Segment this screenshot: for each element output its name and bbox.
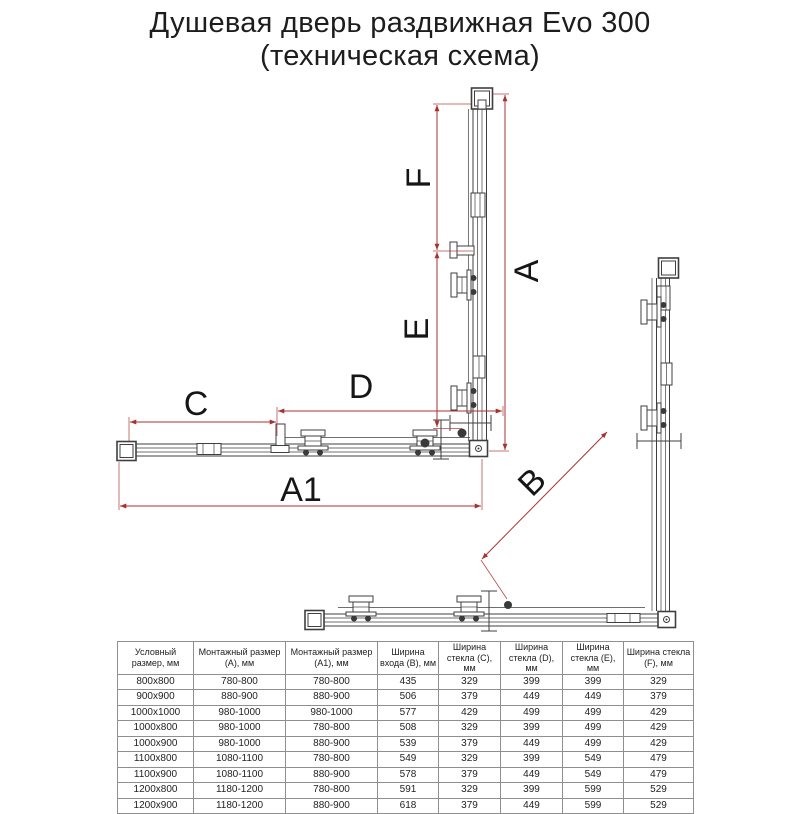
cell-r2-c2: 980-1000 <box>286 705 378 721</box>
cell-r1-c1: 880-900 <box>194 690 286 706</box>
dim-label-D: D <box>348 368 374 406</box>
cell-r4-c2: 880-900 <box>286 736 378 752</box>
col-header-6: Ширина стекла (E), мм <box>563 642 624 675</box>
cell-r4-c7: 429 <box>624 736 694 752</box>
cell-r4-c0: 1000x900 <box>118 736 194 752</box>
cell-r1-c6: 449 <box>563 690 624 706</box>
cell-r3-c3: 508 <box>378 721 439 737</box>
cell-r8-c6: 599 <box>563 798 624 814</box>
size-table <box>117 641 694 814</box>
cell-r7-c7: 529 <box>624 783 694 799</box>
cell-r1-c7: 379 <box>624 690 694 706</box>
glass-edge-bracket-vertical <box>450 242 474 258</box>
roller-carriage <box>641 403 667 433</box>
table-row <box>118 798 694 814</box>
cell-r6-c4: 379 <box>439 767 501 783</box>
size-table-body <box>118 674 694 814</box>
cell-r7-c3: 591 <box>378 783 439 799</box>
cell-r5-c6: 549 <box>563 752 624 768</box>
cell-r3-c5: 399 <box>501 721 563 737</box>
dim-label-F: F <box>400 167 438 189</box>
table-row <box>118 783 694 799</box>
table-row <box>118 736 694 752</box>
wall-profile-left-2 <box>305 611 324 630</box>
cell-r4-c3: 539 <box>378 736 439 752</box>
cell-r0-c0: 800x800 <box>118 674 194 690</box>
wall-profile-top <box>472 88 493 109</box>
cell-r0-c7: 329 <box>624 674 694 690</box>
col-header-3: Ширина входа (B), мм <box>378 642 439 675</box>
cell-r7-c0: 1200x800 <box>118 783 194 799</box>
cell-r7-c6: 599 <box>563 783 624 799</box>
cell-r3-c7: 429 <box>624 721 694 737</box>
cell-r2-c4: 429 <box>439 705 501 721</box>
cell-r4-c6: 499 <box>563 736 624 752</box>
cell-r7-c5: 399 <box>501 783 563 799</box>
title-line-2: (техническая схема) <box>260 40 540 72</box>
wall-profile-top-2 <box>659 258 679 278</box>
cell-r2-c1: 980-1000 <box>194 705 286 721</box>
cell-r4-c1: 980-1000 <box>194 736 286 752</box>
col-header-5: Ширина стекла (D), мм <box>501 642 563 675</box>
table-row <box>118 767 694 783</box>
table-row <box>118 705 694 721</box>
rail-bracket <box>607 614 640 623</box>
table-row <box>118 721 694 737</box>
title-line-1: Душевая дверь раздвижная Evo 300 <box>149 7 651 39</box>
cell-r8-c0: 1200x900 <box>118 798 194 814</box>
cell-r1-c2: 880-900 <box>286 690 378 706</box>
col-header-4: Ширина стекла (C), мм <box>439 642 501 675</box>
col-header-2: Монтажный размер (A1), мм <box>286 642 378 675</box>
dim-label-E: E <box>398 317 436 341</box>
table-row <box>118 752 694 768</box>
cell-r8-c1: 1180-1200 <box>194 798 286 814</box>
side-clamp-vertical <box>473 356 485 378</box>
cell-r6-c6: 549 <box>563 767 624 783</box>
dim-label-A1: A1 <box>280 471 322 509</box>
cell-r8-c2: 880-900 <box>286 798 378 814</box>
cell-r4-c4: 379 <box>439 736 501 752</box>
cell-r0-c4: 329 <box>439 674 501 690</box>
cell-r5-c0: 1100x800 <box>118 752 194 768</box>
cell-r2-c6: 499 <box>563 705 624 721</box>
cell-r8-c4: 379 <box>439 798 501 814</box>
cell-r2-c7: 429 <box>624 705 694 721</box>
dim-ext <box>481 560 507 599</box>
cell-r3-c1: 980-1000 <box>194 721 286 737</box>
cell-r0-c3: 435 <box>378 674 439 690</box>
cell-r5-c5: 399 <box>501 752 563 768</box>
corner-connector <box>470 441 488 457</box>
assembly-main <box>117 88 493 461</box>
cell-r0-c1: 780-800 <box>194 674 286 690</box>
cell-r0-c6: 399 <box>563 674 624 690</box>
cell-r5-c1: 1080-1100 <box>194 752 286 768</box>
dimensions <box>119 94 607 599</box>
door-handle <box>637 433 681 449</box>
cell-r6-c3: 578 <box>378 767 439 783</box>
cell-r1-c5: 449 <box>501 690 563 706</box>
cell-r3-c2: 780-800 <box>286 721 378 737</box>
cell-r8-c5: 449 <box>501 798 563 814</box>
cell-r5-c2: 780-800 <box>286 752 378 768</box>
vertical-rail-secondary <box>652 278 670 611</box>
cell-r5-c7: 479 <box>624 752 694 768</box>
glass-edge-bracket-horizontal <box>271 424 289 453</box>
glass-clamp-horizontal <box>197 444 221 455</box>
cell-r5-c3: 549 <box>378 752 439 768</box>
cell-r0-c2: 780-800 <box>286 674 378 690</box>
glass-clamp-vertical <box>471 193 485 217</box>
cell-r5-c4: 329 <box>439 752 501 768</box>
cell-r2-c3: 577 <box>378 705 439 721</box>
cell-r8-c7: 529 <box>624 798 694 814</box>
side-clamp-vertical-2 <box>661 363 672 385</box>
cell-r3-c6: 499 <box>563 721 624 737</box>
corner-connector-2 <box>658 612 676 628</box>
cell-r8-c3: 618 <box>378 798 439 814</box>
cell-r1-c0: 900x900 <box>118 690 194 706</box>
door-handle <box>450 415 491 438</box>
cell-r6-c7: 479 <box>624 767 694 783</box>
cell-r7-c4: 329 <box>439 783 501 799</box>
cell-r7-c1: 1180-1200 <box>194 783 286 799</box>
cell-r3-c4: 329 <box>439 721 501 737</box>
cell-r2-c0: 1000x1000 <box>118 705 194 721</box>
size-table-header <box>118 642 694 675</box>
col-header-1: Монтажный размер (A), мм <box>194 642 286 675</box>
cell-r1-c3: 506 <box>378 690 439 706</box>
cell-r6-c2: 880-900 <box>286 767 378 783</box>
cell-r7-c2: 780-800 <box>286 783 378 799</box>
wall-profile-left <box>117 442 136 461</box>
cell-r0-c5: 399 <box>501 674 563 690</box>
cell-r3-c0: 1000x800 <box>118 721 194 737</box>
dim-label-C: C <box>183 385 209 423</box>
cell-r1-c4: 379 <box>439 690 501 706</box>
dim-label-A: A <box>508 259 546 283</box>
dim-label-B: B <box>510 460 554 504</box>
table-row <box>118 690 694 706</box>
col-header-0: Условный размер, мм <box>118 642 194 675</box>
table-row <box>118 674 694 690</box>
cell-r6-c5: 449 <box>501 767 563 783</box>
cell-r6-c1: 1080-1100 <box>194 767 286 783</box>
col-header-7: Ширина стекла (F), мм <box>624 642 694 675</box>
cell-r4-c5: 449 <box>501 736 563 752</box>
cell-r6-c0: 1100x900 <box>118 767 194 783</box>
cell-r2-c5: 499 <box>501 705 563 721</box>
door-handle <box>481 591 512 631</box>
